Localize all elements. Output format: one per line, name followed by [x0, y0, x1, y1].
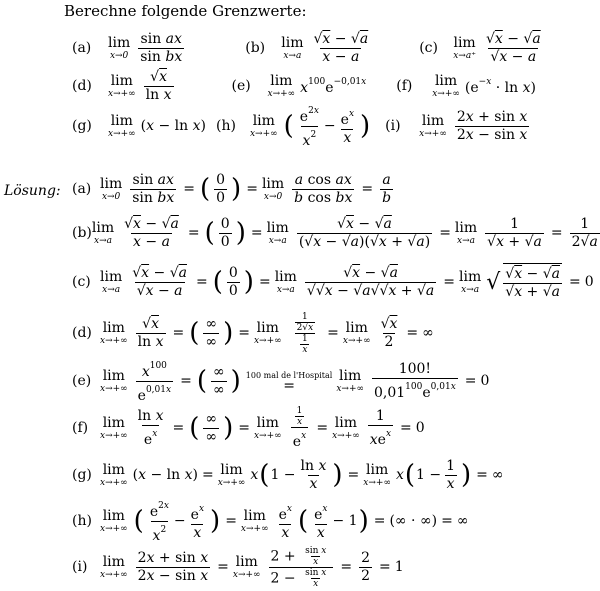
task-label-i: (i): [385, 118, 401, 134]
solution-h: (h) lim x→+∞ ( $\frac{e^{2x}}{x^2}$ − $\frac{e^x}{x}$ ) = lim x→+∞ $\frac{e^x}{x}$ ( $\frac{e^x}{x}$ − 1 ) = (∞ · ∞) = ∞: [72, 500, 469, 544]
solution-a: (a) lim x→0 $\frac{\text{sin ax}}{\text{sin bx}}$ = ( $\frac{0}{0}$ ) = lim x→0 $\frac{\text{a cos ax}}{\text{b cos bx}}$ = $\frac{a}{b}$: [72, 171, 392, 206]
solution-i: (i) lim x→+∞ $\frac{\text{2x + sin x}}{\text{2x − sin x}}$ = lim x→+∞ 2 + $\frac{\text{sin x}}{x}$ 2 − $\frac{\text{sin x}}{x}$ = $\frac{2}{2}$ = 1: [72, 545, 404, 589]
solutions: [72, 168, 600, 590]
task-grid: (a) lim x→0 $\frac{\text{sin ax}}{\text{sin bx}}$ (b) lim x→a $\frac{√x - √a}{x - a}$ (c) lim x→a⁺ $\frac{√x - √a}{√x - a}$ (d) lim x→+∞ $\frac{√x}{\text{ln x}}$ (e) lim x→+∞ $x^{100}e^{-0,01x}$ (f) lim x→+∞ $(e^{-x} \cdot \ln x)$ (g) lim x→+∞ (x − ln x) (h) lim x→+∞ ( $\frac{e^{2x}}{x^2}$ − $\frac{e^x}{x}$ ) (i) lim x→+∞ $\frac{\text{2x + sin x}}{\text{2x − sin x}}$: [72, 30, 541, 149]
solution-d: (d) lim x→+∞ $\frac{√x}{\text{ln x}}$ = ( $\frac{\infty}{\infty}$ ) = lim x→+∞ $\frac{\frac{1}{2√x}}{\frac{1}{x}}$ = lim x→+∞ $\frac{√x}{2}$ = ∞: [72, 311, 434, 355]
task-label-e: (e): [231, 78, 251, 94]
solution-label: Lösung:: [4, 183, 61, 199]
solution-c: (c) lim x→a $\frac{√x - √a}{√x - a}$ = ( $\frac{0}{0}$ ) = lim x→a $\frac{√x - √a}{√√x - √a√√x + √a}$ = lim x→a √ $\frac{√x - √a}{√x + √a}$ = 0: [72, 264, 594, 300]
task-label-f: (f): [396, 78, 413, 94]
task-label-c: (c): [419, 40, 438, 56]
task-label-h: (h): [215, 118, 236, 134]
task-label-a: (a): [72, 40, 92, 56]
intro-text: Berechne folgende Grenzwerte:: [64, 2, 307, 20]
task-label-b: (b): [245, 40, 266, 56]
task-label-d: (d): [72, 78, 92, 94]
solution-f: (f) lim x→+∞ $\frac{\text{ln x}}{e^x}$ = ( $\frac{\infty}{\infty}$ ) = lim x→+∞ $\frac{\frac{1}{x}}{e^x}$ = lim x→+∞ $\frac{1}{xe^x}$ = 0: [72, 405, 425, 450]
task-label-g: (g): [72, 118, 92, 134]
solution-e: (e) lim x→+∞ $\frac{x^{100}}{e^{0,01x}}$ = ( $\frac{\infty}{\infty}$ ) 100 mal de l'Hospital = lim x→+∞ $\frac{100!}{0,01^{100}e^{0,01x}}$ = 0: [72, 360, 490, 404]
solution-g: (g) lim x→+∞ (x − ln x) = lim x→+∞ x ( 1 − $\frac{\text{ln x}}{x}$ ) = lim x→+∞ x ( 1 − $\frac{1}{x}$ ) = ∞: [72, 457, 504, 492]
solution-b: (b) lim x→a $\frac{√x - √a}{x - a}$ = ( $\frac{0}{0}$ ) = lim x→a $\frac{√x - √a}{(√x - √a)(√x + √a)}$ = lim x→a $\frac{1}{√x + √a}$ = $\frac{1}{2√a}$: [72, 215, 598, 250]
hospital-note: 100 mal de l'Hospital: [245, 370, 333, 380]
